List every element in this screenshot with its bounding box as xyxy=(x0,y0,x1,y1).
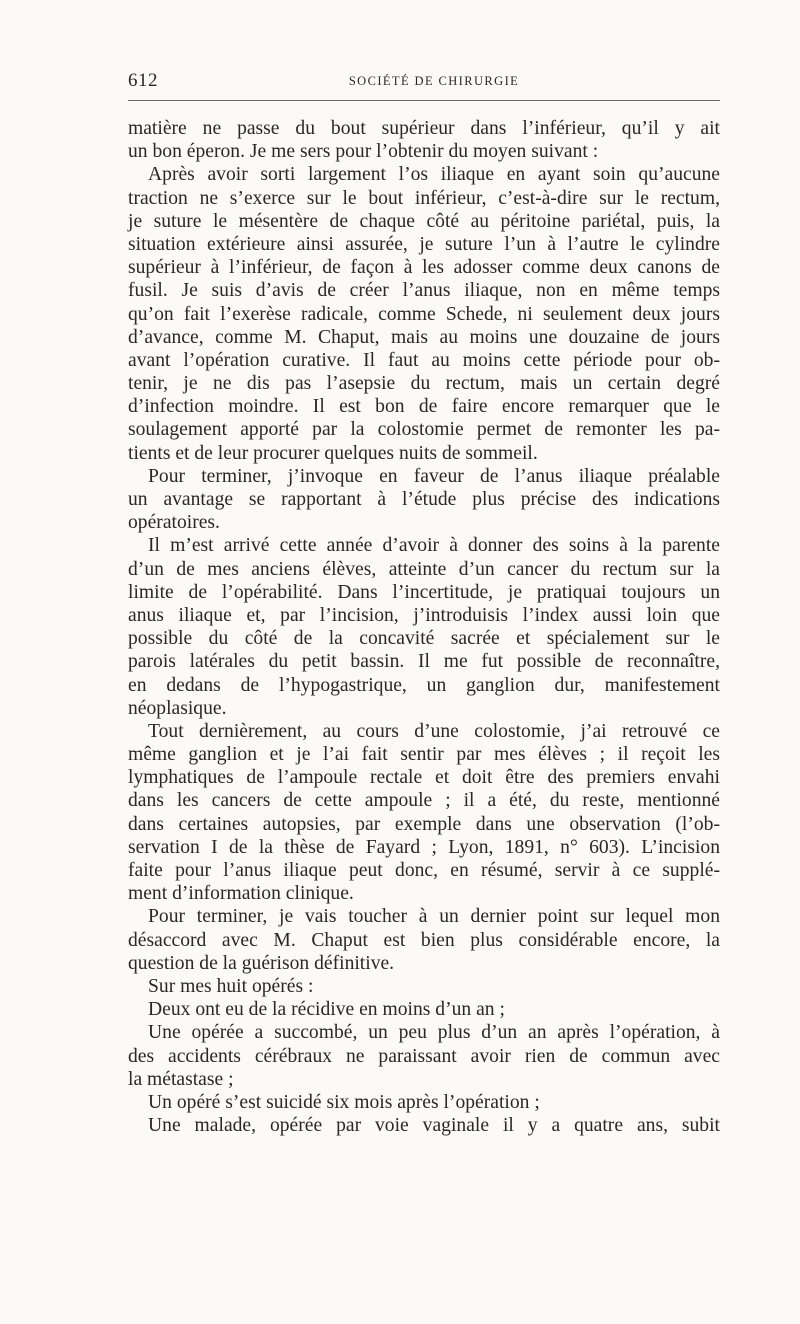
text-line: limite de l’opérabilité. Dans l’incertitude, je pratiquai toujours un xyxy=(128,581,720,603)
text-line: situation extérieure ainsi assurée, je suture l’un à l’autre le cylindre xyxy=(128,233,720,255)
text-line: anus iliaque et, par l’incision, j’introduisis l’index aussi loin que xyxy=(128,604,720,626)
text-line: des accidents cérébraux ne paraissant avoir rien de commun avec xyxy=(128,1045,720,1067)
text-line: servation I de la thèse de Fayard ; Lyon, 1891, n° 603). L’incision xyxy=(128,836,720,858)
text-line: question de la guérison définitive. xyxy=(128,952,395,974)
text-line: Pour terminer, j’invoque en faveur de l’anus iliaque préalable xyxy=(148,465,720,487)
text-line: un bon éperon. Je me sers pour l’obtenir du moyen suivant : xyxy=(128,141,599,163)
text-line: avant l’opération curative. Il faut au moins cette période pour ob- xyxy=(128,349,720,371)
body-text xyxy=(128,117,720,1137)
text-line: même ganglion et je l’ai fait sentir par mes élèves ; il reçoit les xyxy=(128,744,720,766)
text-line: tients et de leur procurer quelques nuits de sommeil. xyxy=(128,442,538,464)
text-line: Pour terminer, je vais toucher à un dernier point sur lequel mon xyxy=(148,906,720,928)
text-line: d’un de mes anciens élèves, atteinte d’un cancer du rectum sur la xyxy=(128,558,720,580)
text-line: tenir, je ne dis pas l’asepsie du rectum, mais un certain degré xyxy=(128,373,720,395)
header-rule xyxy=(128,100,720,101)
text-line: supérieur à l’inférieur, de façon à les adosser comme deux canons de xyxy=(128,257,720,279)
text-line: lymphatiques de l’ampoule rectale et doit être des premiers envahi xyxy=(128,767,720,789)
text-line: désaccord avec M. Chaput est bien plus considérable encore, la xyxy=(128,929,720,951)
text-line: Un opéré s’est suicidé six mois après l’opération ; xyxy=(148,1091,540,1113)
text-line: qu’on fait l’exerèse radicale, comme Schede, ni seulement deux jours xyxy=(128,303,720,325)
page-number: 612 xyxy=(128,70,158,91)
text-line: parois latérales du petit bassin. Il me fut possible de reconnaître, xyxy=(128,651,720,673)
text-line: faite pour l’anus iliaque peut donc, en résumé, servir à ce supplé- xyxy=(128,860,720,881)
text-line: ment d’information clinique. xyxy=(128,883,354,905)
text-line: possible du côté de la concavité sacrée et spécialement sur le xyxy=(128,628,720,650)
text-line: en dedans de l’hypogastrique, un ganglion dur, manifestement xyxy=(128,674,720,696)
text-line: Une malade, opérée par voie vaginale il y a quatre ans, subit xyxy=(148,1115,720,1137)
text-line: Deux ont eu de la récidive en moins d’un an ; xyxy=(148,999,505,1021)
text-line: fusil. Je suis d’avis de créer l’anus iliaque, non en même temps xyxy=(128,280,720,302)
text-line: matière ne passe du bout supérieur dans l’inférieur, qu’il y ait xyxy=(128,118,720,139)
text-line: néoplasique. xyxy=(128,697,227,719)
page-header xyxy=(128,68,720,94)
text-line: un avantage se rapportant à l’étude plus précise des indications xyxy=(128,489,720,510)
text-line: dans certaines autopsies, par exemple dans une observation (l’ob- xyxy=(128,813,720,835)
text-line: soulagement apporté par la colostomie permet de remonter les pa- xyxy=(128,419,720,441)
text-line: je suture le mésentère de chaque côté au péritoine pariétal, puis, la xyxy=(128,210,720,232)
text-line: dans les cancers de cette ampoule ; il a été, du reste, mentionné xyxy=(128,790,720,812)
text-line: d’infection moindre. Il est bon de faire encore remarquer que le xyxy=(128,396,720,418)
text-line: Sur mes huit opérés : xyxy=(148,975,314,997)
running-head: SOCIÉTÉ DE CHIRURGIE xyxy=(348,74,520,88)
text-line: la métastase ; xyxy=(128,1068,234,1090)
text-line: Tout dernièrement, au cours d’une colostomie, j’ai retrouvé ce xyxy=(148,720,720,742)
text-line: d’avance, comme M. Chaput, mais au moins une douzaine de jours xyxy=(128,326,720,348)
text-line: traction ne s’exerce sur le bout inférieur, c’est-à-dire sur le rectum, xyxy=(128,187,720,209)
text-line: Il m’est arrivé cette année d’avoir à donner des soins à la parente xyxy=(148,535,720,557)
text-line: Une opérée a succombé, un peu plus d’un an après l’opération, à xyxy=(148,1022,720,1044)
text-line: Après avoir sorti largement l’os iliaque en ayant soin qu’aucune xyxy=(148,164,720,186)
text-line: opératoires. xyxy=(128,512,220,534)
